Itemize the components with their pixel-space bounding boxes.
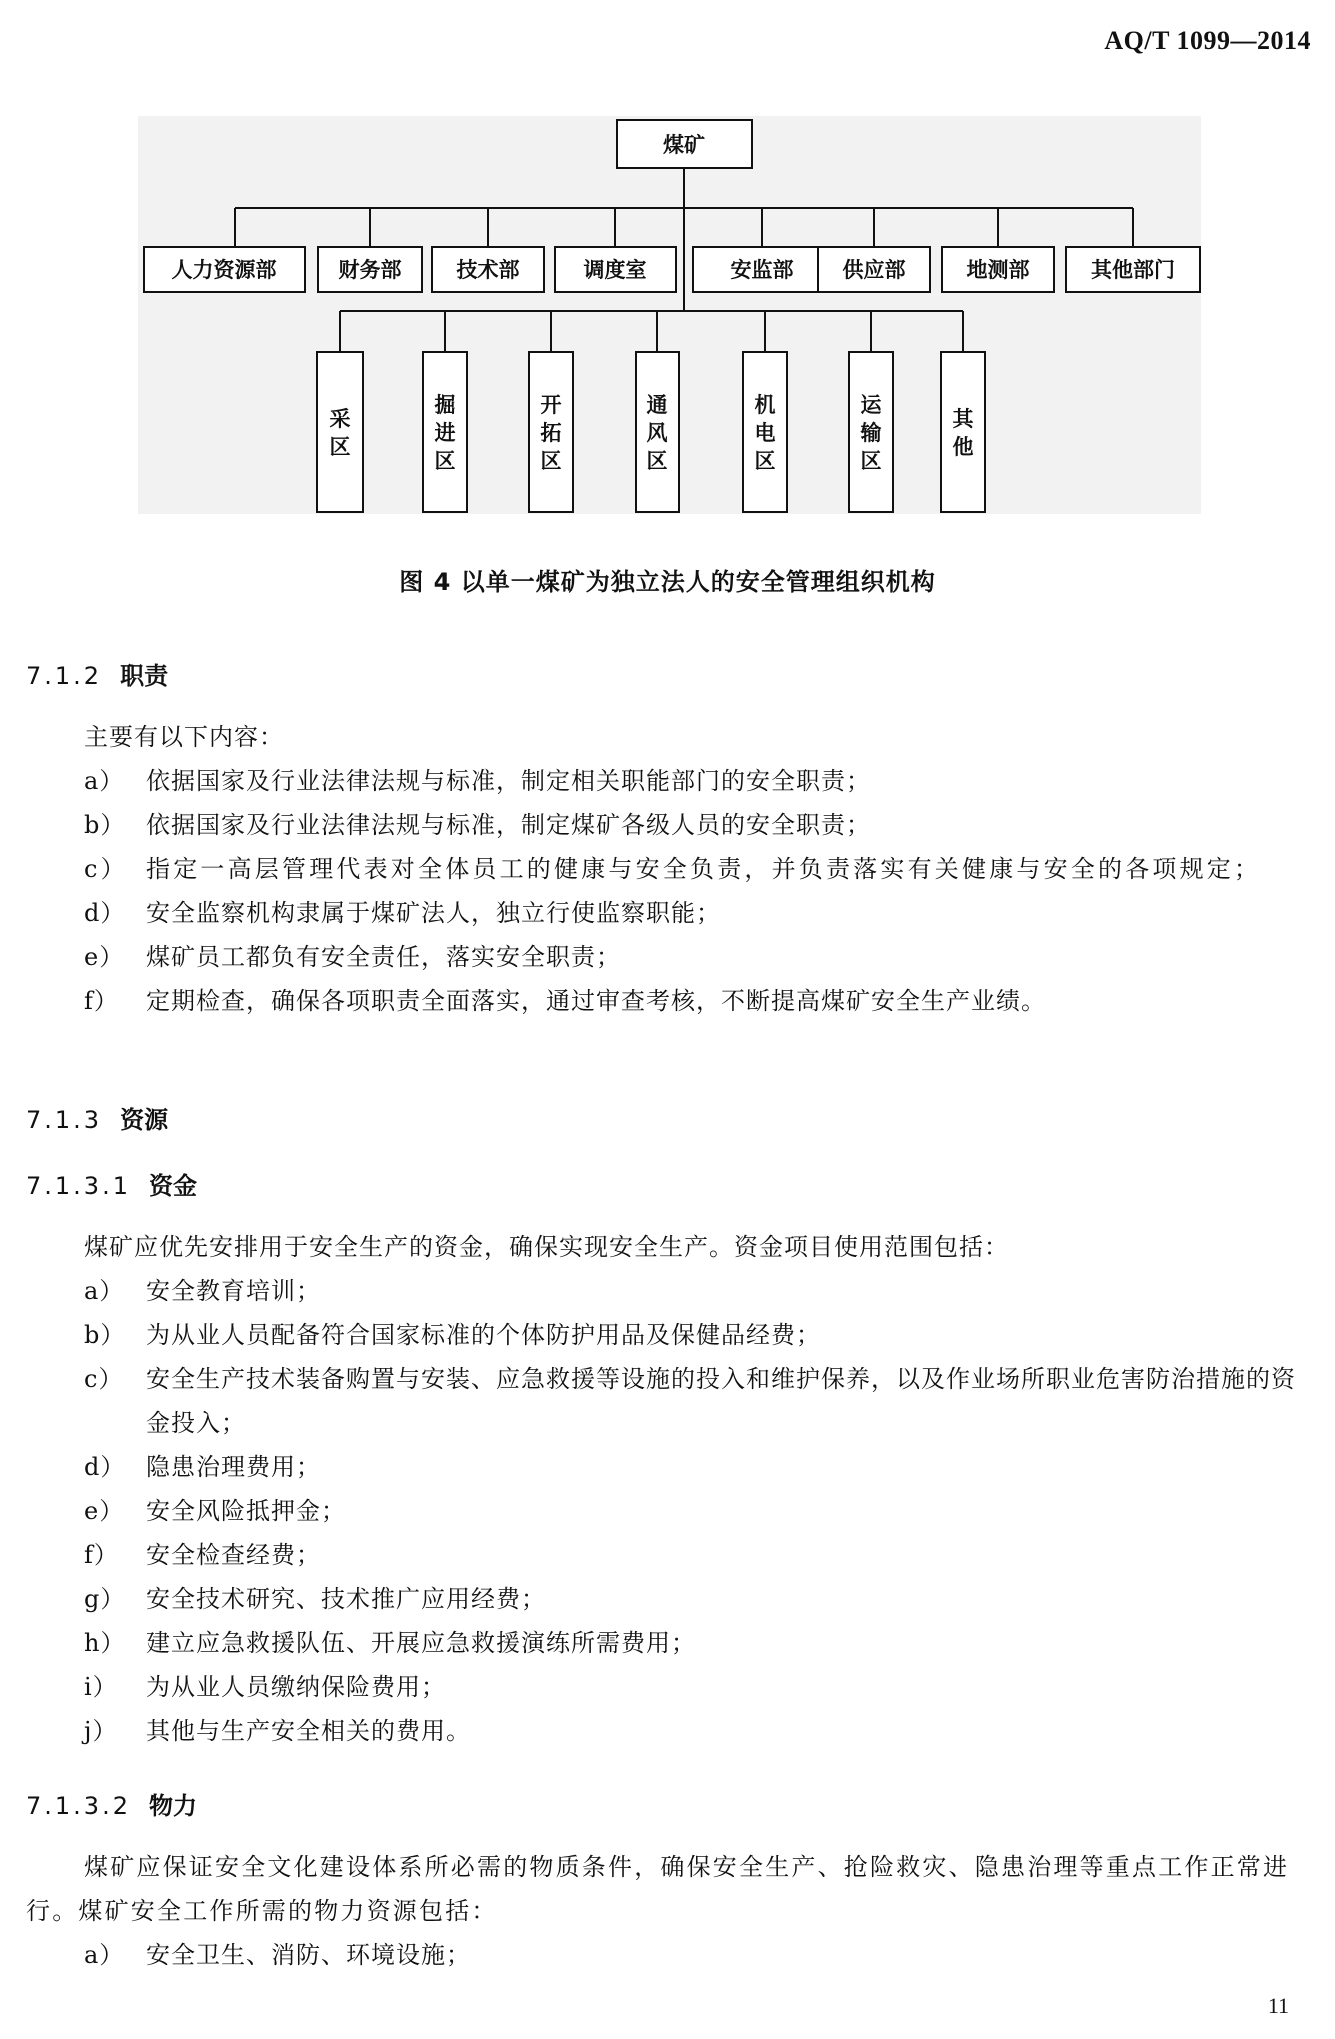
list-item-label: d） bbox=[84, 899, 126, 927]
list-item-label: g） bbox=[84, 1585, 126, 1613]
section-intro: 煤矿应保证安全文化建设体系所必需的物质条件，确保安全生产、抢险救灾、隐患治理等重点工作正常进行。煤矿安全工作所需的物力资源包括： bbox=[26, 1853, 1290, 1925]
figure-caption: 图 4 以单一煤矿为独立法人的安全管理组织机构 bbox=[399, 568, 936, 596]
section-title: 物力 bbox=[148, 1792, 197, 1820]
list-item-text: 为从业人员配备符合国家标准的个体防护用品及保健品经费； bbox=[146, 1321, 821, 1349]
list-item-label: b） bbox=[84, 811, 126, 839]
org-chart bbox=[0, 0, 1335, 560]
section-title: 资源 bbox=[120, 1106, 169, 1134]
list-item bbox=[84, 891, 1314, 935]
list-item-label: b） bbox=[84, 1321, 126, 1349]
org-department-label: 调度室 bbox=[583, 258, 647, 282]
list-item-label: c） bbox=[84, 855, 128, 883]
list-item-text: 安全技术研究、技术推广应用经费； bbox=[146, 1585, 546, 1613]
list-item-text: 安全生产技术装备购置与安装、应急救援等设施的投入和维护保养，以及作业场所职业危害防治措施的资金投入； bbox=[146, 1365, 1296, 1437]
list-item-text: 为从业人员缴纳保险费用； bbox=[146, 1673, 446, 1701]
section-title: 职责 bbox=[120, 662, 169, 690]
list-item-text: 安全卫生、消防、环境设施； bbox=[146, 1941, 471, 1969]
list-item-label: d） bbox=[84, 1453, 126, 1481]
list-item bbox=[84, 1709, 1314, 1753]
list-item bbox=[84, 1269, 1314, 1313]
list-item-text: 指定一高层管理代表对全体员工的健康与安全负责，并负责落实有关健康与安全的各项规定； bbox=[146, 855, 1262, 883]
section-heading-7-1-3-1 bbox=[26, 1166, 197, 1201]
list-item bbox=[84, 979, 1314, 1023]
list-item-label: f） bbox=[84, 1541, 119, 1569]
list-item-text: 煤矿员工都负有安全责任，落实安全职责； bbox=[146, 943, 621, 971]
list-item-text: 隐患治理费用； bbox=[146, 1453, 321, 1481]
org-department-label: 财务部 bbox=[338, 258, 402, 282]
list-item-label: i） bbox=[84, 1673, 118, 1701]
section-number: 7.1.3.1 bbox=[26, 1172, 131, 1200]
org-department-label: 安监部 bbox=[730, 258, 794, 282]
list-item-label: a） bbox=[84, 767, 125, 795]
section-heading-7-1-3 bbox=[26, 1100, 168, 1135]
list-item bbox=[84, 759, 1314, 803]
list-item-label: f） bbox=[84, 987, 119, 1015]
standard-code: AQ/T 1099—2014 bbox=[1104, 26, 1311, 55]
section-intro: 主要有以下内容： bbox=[84, 723, 284, 751]
org-district-label: 其他 bbox=[952, 406, 974, 459]
list-item bbox=[84, 1357, 1314, 1445]
org-district-label: 运输区 bbox=[860, 392, 882, 473]
org-department-label: 技术部 bbox=[456, 258, 520, 282]
list-item bbox=[84, 1665, 1314, 1709]
list-item-text: 安全检查经费； bbox=[146, 1541, 321, 1569]
section-heading-7-1-2 bbox=[26, 656, 168, 691]
org-district-label: 机电区 bbox=[754, 392, 776, 473]
list-item-text: 依据国家及行业法律法规与标准，制定相关职能部门的安全职责； bbox=[146, 767, 871, 795]
list-item bbox=[84, 1577, 1314, 1621]
list-item-label: c） bbox=[84, 1365, 124, 1393]
org-node-district bbox=[317, 352, 363, 512]
list-item-text: 安全教育培训； bbox=[146, 1277, 321, 1305]
list-item bbox=[84, 1445, 1314, 1489]
section-intro: 煤矿应优先安排用于安全生产的资金，确保实现安全生产。资金项目使用范围包括： bbox=[84, 1233, 1009, 1261]
list-item-text: 安全监察机构隶属于煤矿法人，独立行使监察职能； bbox=[146, 899, 721, 927]
material-list bbox=[84, 1933, 1314, 1977]
org-district-label: 开拓区 bbox=[540, 392, 562, 473]
list-item-text: 定期检查，确保各项职责全面落实，通过审查考核，不断提高煤矿安全生产业绩。 bbox=[146, 987, 1046, 1015]
list-item bbox=[84, 803, 1314, 847]
org-district-label: 掘进区 bbox=[434, 392, 456, 473]
list-item bbox=[84, 1933, 1314, 1977]
org-department-label: 人力资源部 bbox=[171, 258, 277, 282]
list-item-label: h） bbox=[84, 1629, 126, 1657]
section-number: 7.1.3.2 bbox=[26, 1792, 131, 1820]
list-item-text: 安全风险抵押金； bbox=[146, 1497, 346, 1525]
org-department-label: 供应部 bbox=[842, 258, 906, 282]
list-item bbox=[84, 1533, 1314, 1577]
list-item-text: 依据国家及行业法律法规与标准，制定煤矿各级人员的安全职责； bbox=[146, 811, 871, 839]
org-node-district bbox=[941, 352, 985, 512]
org-department-label: 地测部 bbox=[966, 258, 1030, 282]
list-item-text: 建立应急救援队伍、开展应急救援演练所需费用； bbox=[146, 1629, 696, 1657]
org-root-label: 煤矿 bbox=[663, 133, 705, 157]
list-item bbox=[84, 1489, 1314, 1533]
list-item bbox=[84, 1621, 1314, 1665]
page-number: 11 bbox=[1267, 1993, 1289, 2018]
list-item bbox=[84, 1313, 1314, 1357]
section-number: 7.1.3 bbox=[26, 1106, 103, 1134]
org-department-label: 其他部门 bbox=[1091, 258, 1175, 282]
list-item-label: a） bbox=[84, 1277, 125, 1305]
list-item-label: j） bbox=[84, 1717, 118, 1745]
list-item-text: 其他与生产安全相关的费用。 bbox=[146, 1717, 471, 1745]
org-district-label: 通风区 bbox=[646, 392, 668, 473]
list-item bbox=[84, 935, 1314, 979]
list-item bbox=[84, 847, 1314, 891]
section-number: 7.1.2 bbox=[26, 662, 103, 690]
list-item-label: a） bbox=[84, 1941, 125, 1969]
org-district-label: 采区 bbox=[329, 406, 351, 459]
funding-list bbox=[84, 1269, 1314, 1753]
list-item-label: e） bbox=[84, 943, 125, 971]
duty-list bbox=[84, 759, 1314, 1023]
section-heading-7-1-3-2 bbox=[26, 1786, 197, 1821]
section-title: 资金 bbox=[148, 1172, 197, 1200]
list-item-label: e） bbox=[84, 1497, 125, 1525]
